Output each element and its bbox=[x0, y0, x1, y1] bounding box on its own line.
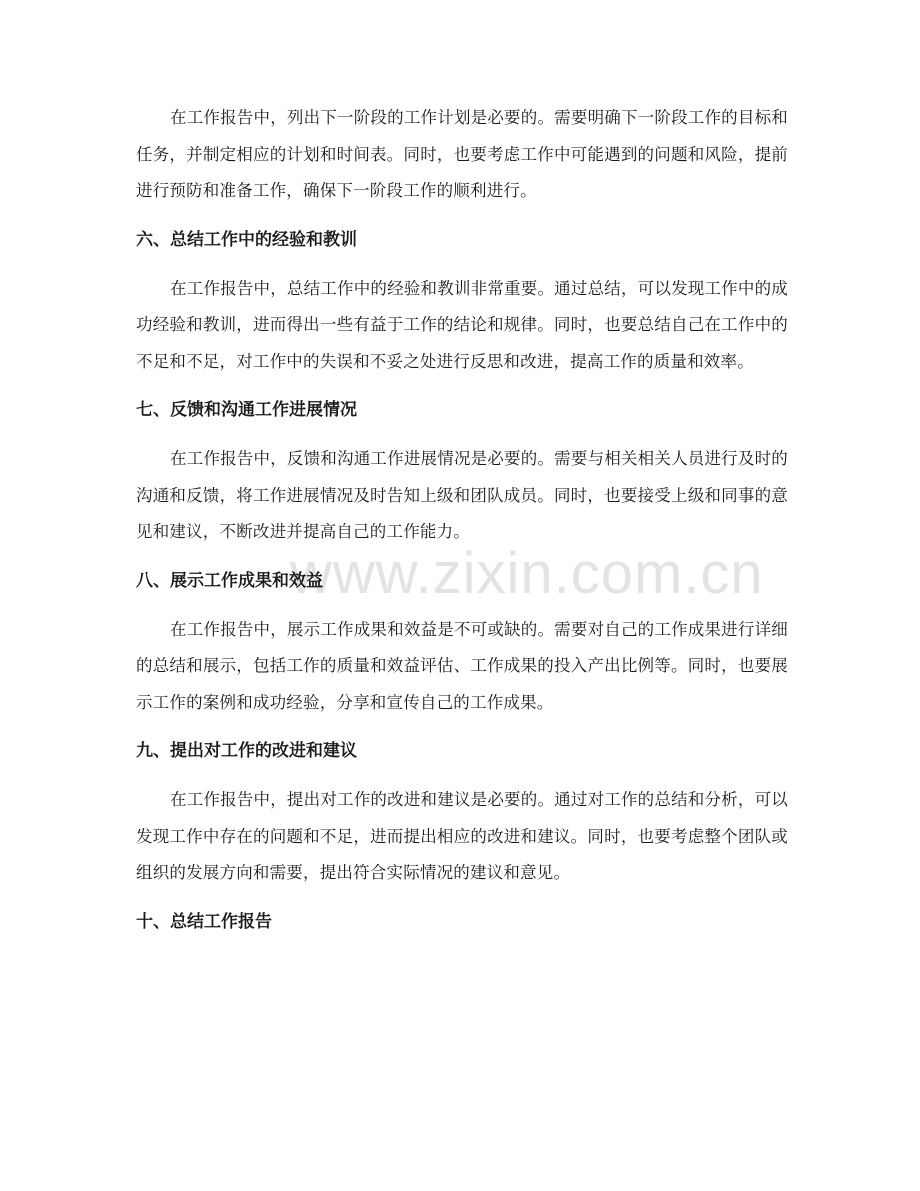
watermark: www.zixin.com.cn bbox=[290, 541, 764, 606]
paragraph-show-results: 在工作报告中，展示工作成果和效益是不可或缺的。需要对自己的工作成果进行详细的总结和展示，包括工作的质量和效益评估、工作成果的投入产出比例等。同时，也要展示工作的案例和成功经验，分享和宣传自己的工作成果。 bbox=[136, 619, 788, 712]
paragraph-work-plan: 在工作报告中，列出下一阶段的工作计划是必要的。需要明确下一阶段工作的目标和任务，并制定相应的计划和时间表。同时，也要考虑工作中可能遇到的问题和风险，提前进行预防和准备工作，确保下一阶段工作的顺利进行。 bbox=[136, 108, 788, 200]
document-body bbox=[136, 100, 788, 940]
paragraph-experience-lessons: 在工作报告中，总结工作中的经验和教训非常重要。通过总结，可以发现工作中的成功经验和教训，进而得出一些有益于工作的结论和规律。同时，也要总结自己在工作中的不足和不足，对工作中的失误和不妥之处进行反思和改进，提高工作的质量和效率。 bbox=[136, 278, 788, 371]
heading-experience-lessons: 六、总结工作中的经验和教训 bbox=[136, 229, 357, 250]
heading-improvement-suggestions: 九、提出对工作的改进和建议 bbox=[136, 741, 357, 761]
heading-summary-report: 十、总结工作报告 bbox=[136, 911, 272, 932]
heading-show-results: 八、展示工作成果和效益 bbox=[136, 570, 323, 591]
heading-feedback-communication: 七、反馈和沟通工作进展情况 bbox=[136, 400, 357, 420]
paragraph-improvement-suggestions: 在工作报告中，提出对工作的改进和建议是必要的。通过对工作的总结和分析，可以发现工作中存在的问题和不足，进而提出相应的改进和建议。同时，也要考虑整个团队或组织的发展方向和需要，提出符合实际情况的建议和意见。 bbox=[136, 790, 788, 882]
paragraph-feedback-communication: 在工作报告中，反馈和沟通工作进展情况是必要的。需要与相关相关人员进行及时的沟通和反馈，将工作进展情况及时告知上级和团队成员。同时，也要接受上级和同事的意见和建议，不断改进并提高自己的工作能力。 bbox=[136, 449, 788, 541]
